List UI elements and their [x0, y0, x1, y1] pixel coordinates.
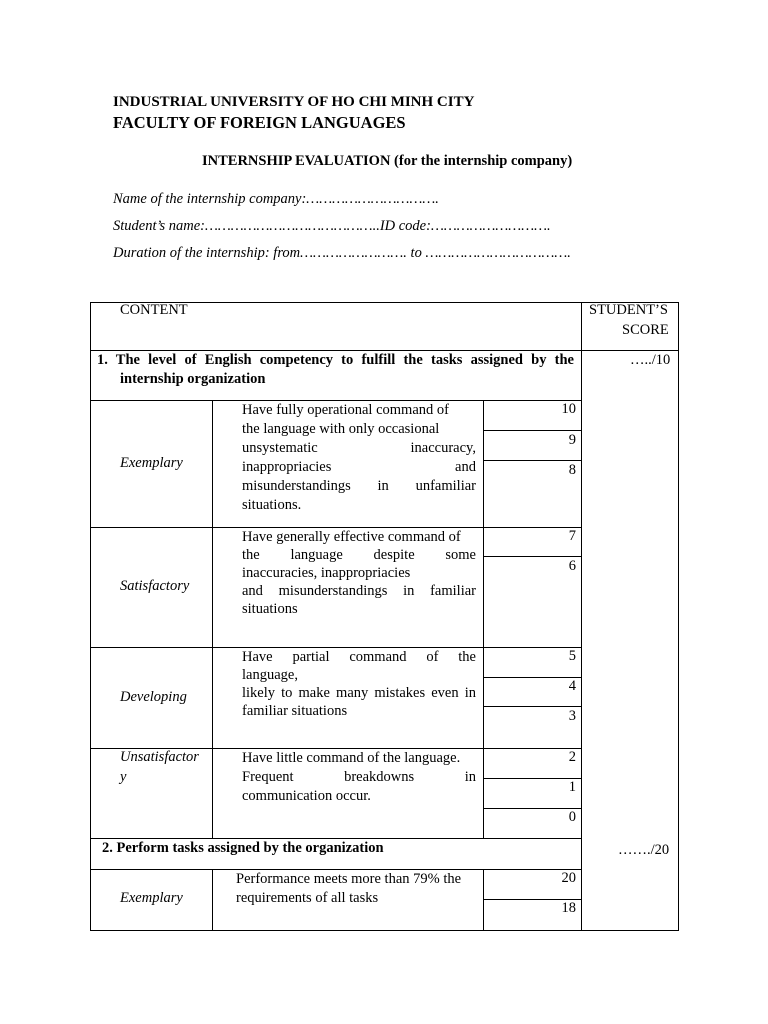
score-6: 6: [568, 558, 576, 574]
unsatisfactory-description: Have little command of the language. Frequent breakdowns in communication occur.: [242, 750, 476, 804]
score-10: 10: [561, 401, 576, 417]
level-satisfactory: Satisfactory: [120, 578, 190, 594]
section1-title-line1: 1. The level of English competency to fulfill the tasks assigned by the: [97, 352, 574, 368]
level-exemplary-task: Exemplary: [120, 890, 183, 906]
section1-score: …../10: [630, 352, 671, 368]
score-3: 3: [568, 708, 576, 724]
developing-description: Have partial command of the language, likely to make many mistakes even in familiar situations: [242, 649, 476, 719]
score-4: 4: [568, 678, 576, 694]
task-exemplary-description: Performance meets more than 79% the requirements of all tasks: [236, 871, 462, 906]
section2-score: ……./20: [618, 842, 670, 858]
score-1: 1: [568, 779, 576, 795]
level-unsatisfactory-line1: Unsatisfactor: [120, 749, 199, 765]
score-7: 7: [568, 528, 576, 544]
section1-title-line2: internship organization: [120, 371, 266, 387]
score-9: 9: [568, 432, 576, 448]
level-exemplary: Exemplary: [120, 455, 183, 471]
score-20: 20: [561, 870, 576, 886]
document-title: INTERNSHIP EVALUATION (for the internship company): [202, 153, 573, 169]
duration-field: Duration of the internship: from……………………. to …………………………….: [113, 245, 571, 261]
level-unsatisfactory-line2: y: [120, 769, 127, 785]
score-header-line1: STUDENT’S: [589, 302, 668, 318]
section2-title: 2. Perform tasks assigned by the organization: [102, 840, 384, 856]
score-8: 8: [568, 462, 576, 478]
university-name: INDUSTRIAL UNIVERSITY OF HO CHI MINH CITY: [113, 94, 475, 110]
satisfactory-description: Have generally effective command of the language despite some inaccuracies, inappropriacies and misunderstandings in familiar situations: [242, 529, 476, 617]
score-0: 0: [568, 809, 576, 825]
company-field: Name of the internship company:………………………….: [113, 191, 439, 207]
score-5: 5: [568, 648, 576, 664]
level-developing: Developing: [120, 689, 187, 705]
score-header-line2: SCORE: [622, 322, 669, 338]
score-18: 18: [561, 900, 576, 916]
exemplary-description: Have fully operational command of the language with only occasional unsystematic inaccuracy, inappropriacies and misunderstandings in unfamiliar situations.: [242, 402, 476, 513]
student-field: Student’s name:…………………………………..ID code:……………………….: [113, 218, 551, 234]
content-header: CONTENT: [120, 302, 188, 318]
faculty-name: FACULTY OF FOREIGN LANGUAGES: [113, 113, 406, 132]
score-2: 2: [568, 749, 576, 765]
